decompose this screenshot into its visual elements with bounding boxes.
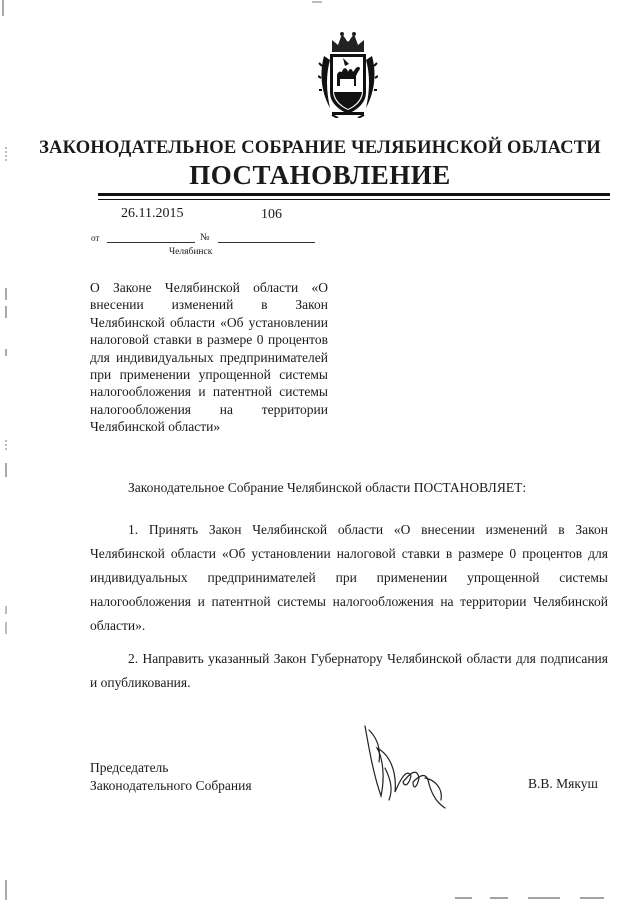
header-rule-thin	[98, 199, 610, 200]
document-date: 26.11.2015	[121, 206, 184, 221]
resolution-item-1	[90, 518, 608, 638]
signatory-name: В.В. Мякуш	[528, 776, 598, 791]
document-number: 106	[261, 207, 282, 222]
coat-of-arms-icon	[318, 30, 378, 118]
date-label: от	[91, 233, 100, 243]
resolution-item-2	[90, 647, 608, 695]
document-subject: О Законе Челябинской области «О внесении изменений в Закон Челябинской области «Об установлении налоговой ставки в размере 0 процентов для индивидуальных предпринимателей при применении упрощенной системы налогообложения и патентной системы налогообложения на территории Челябинской области»	[90, 280, 328, 435]
handwritten-signature	[355, 718, 465, 818]
resolution-item-text: 2. Направить указанный Закон Губернатору Челябинской области для подписания и опубликования.	[90, 651, 608, 690]
date-underline	[107, 242, 195, 243]
organization-title: ЗАКОНОДАТЕЛЬНОЕ СОБРАНИЕ ЧЕЛЯБИНСКОЙ ОБЛАСТИ	[39, 138, 601, 158]
signatory-title-line-1: Председатель	[90, 760, 169, 775]
number-label: №	[200, 232, 210, 243]
signatory-title-line-2: Законодательного Собрания	[90, 777, 252, 793]
header-rule-thick	[98, 193, 610, 196]
document-type-title: ПОСТАНОВЛЕНИЕ	[189, 160, 451, 190]
resolution-item-text: 1. Принять Закон Челябинской области «О внесении изменений в Закон Челябинской области «Об установлении налоговой ставки в размере 0 процентов для индивидуальных предпринимателей при применении упрощенной системы налогообложения и патентной системы налогообложения на территории Челябинской области».	[90, 522, 608, 633]
number-underline	[218, 242, 315, 243]
resolution-preamble: Законодательное Собрание Челябинской области ПОСТАНОВЛЯЕТ:	[128, 480, 527, 495]
city-label: Челябинск	[169, 247, 213, 257]
signatory-title	[90, 759, 252, 794]
